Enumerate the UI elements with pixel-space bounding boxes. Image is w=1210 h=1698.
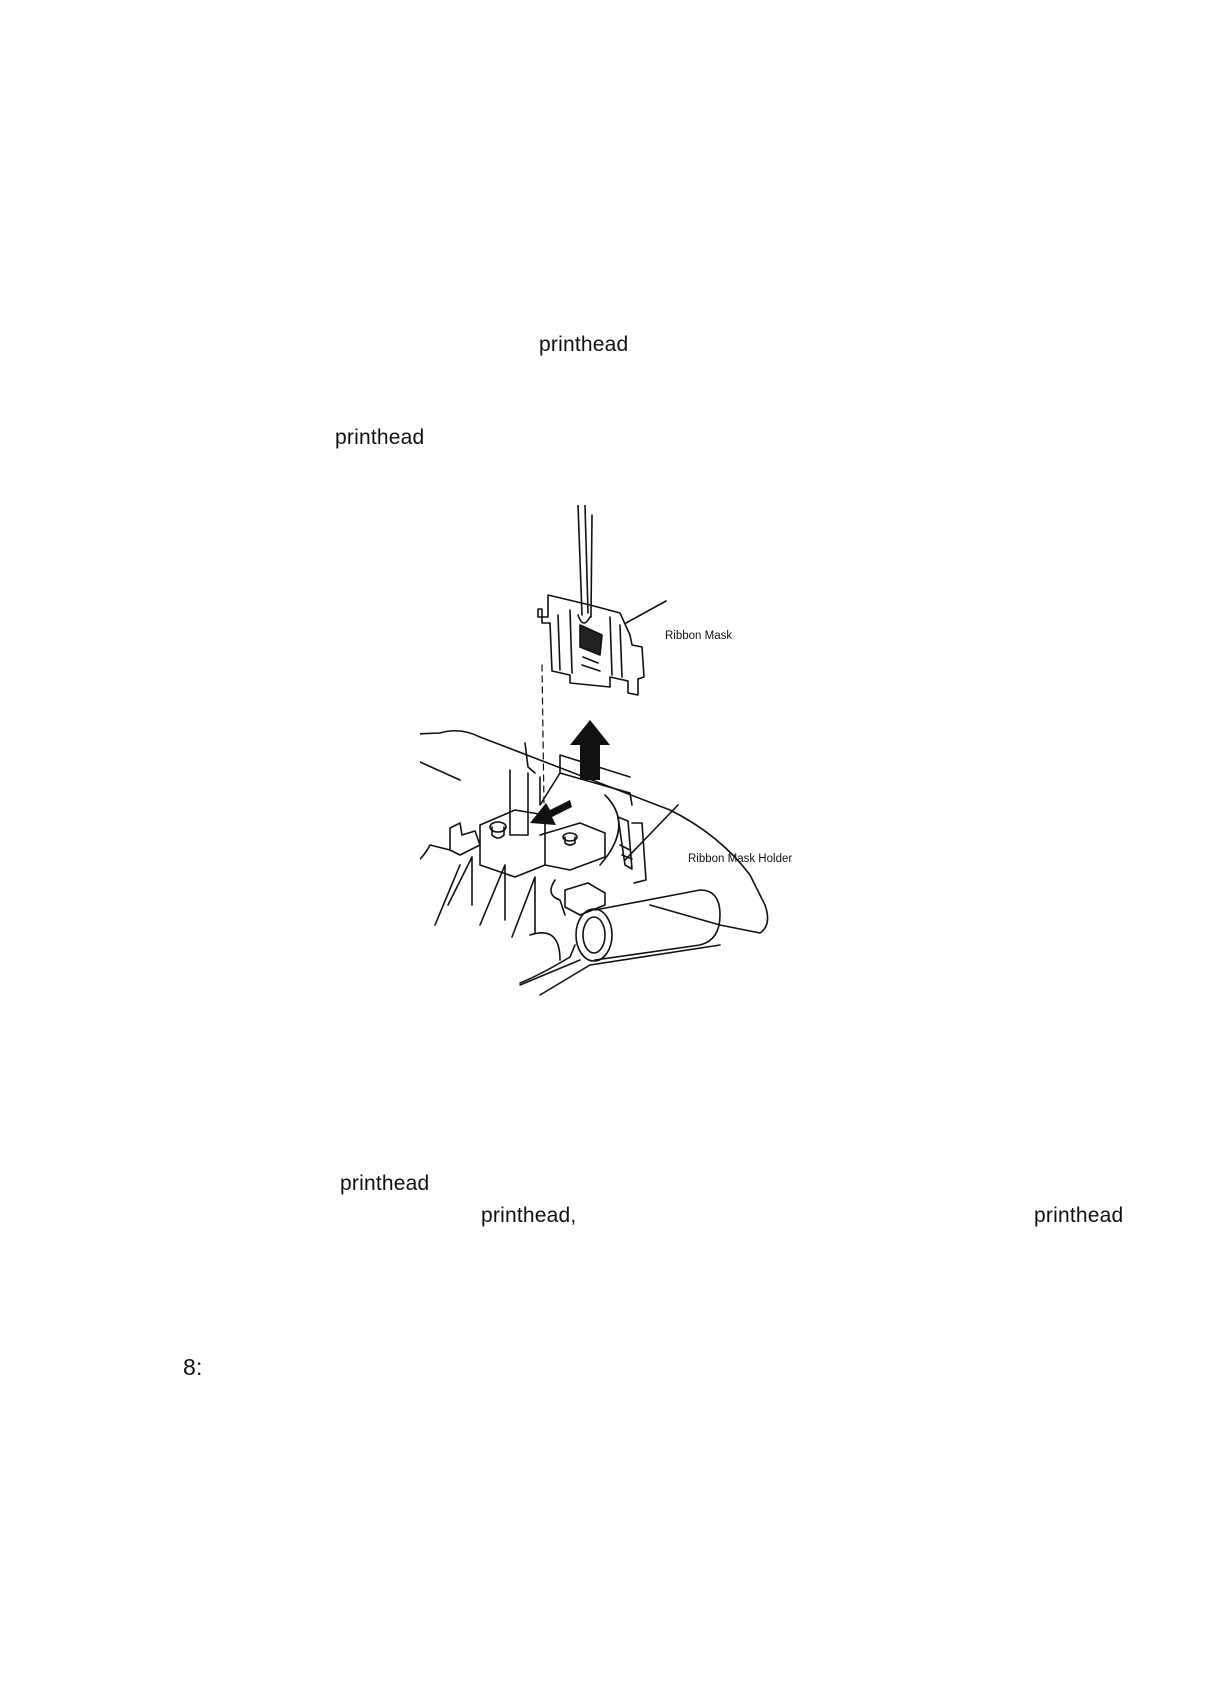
- label-ribbon-mask-holder: Ribbon Mask Holder: [688, 853, 793, 865]
- ribbon-mask-drawing: [538, 595, 666, 695]
- lift-up-arrow-icon: [570, 720, 610, 780]
- text-printhead-5: printhead: [1034, 1204, 1124, 1227]
- ribbon-mask-illustration: [420, 505, 840, 1085]
- text-printhead-3: printhead: [340, 1172, 430, 1195]
- alignment-guide-line: [542, 665, 544, 805]
- label-ribbon-mask: Ribbon Mask: [665, 630, 733, 642]
- text-step-number: 8:: [183, 1354, 203, 1380]
- text-printhead-1: printhead: [539, 333, 629, 356]
- text-printhead-4: printhead,: [481, 1204, 577, 1227]
- text-printhead-2: printhead: [335, 426, 425, 449]
- slide-arrow-icon: [530, 800, 572, 825]
